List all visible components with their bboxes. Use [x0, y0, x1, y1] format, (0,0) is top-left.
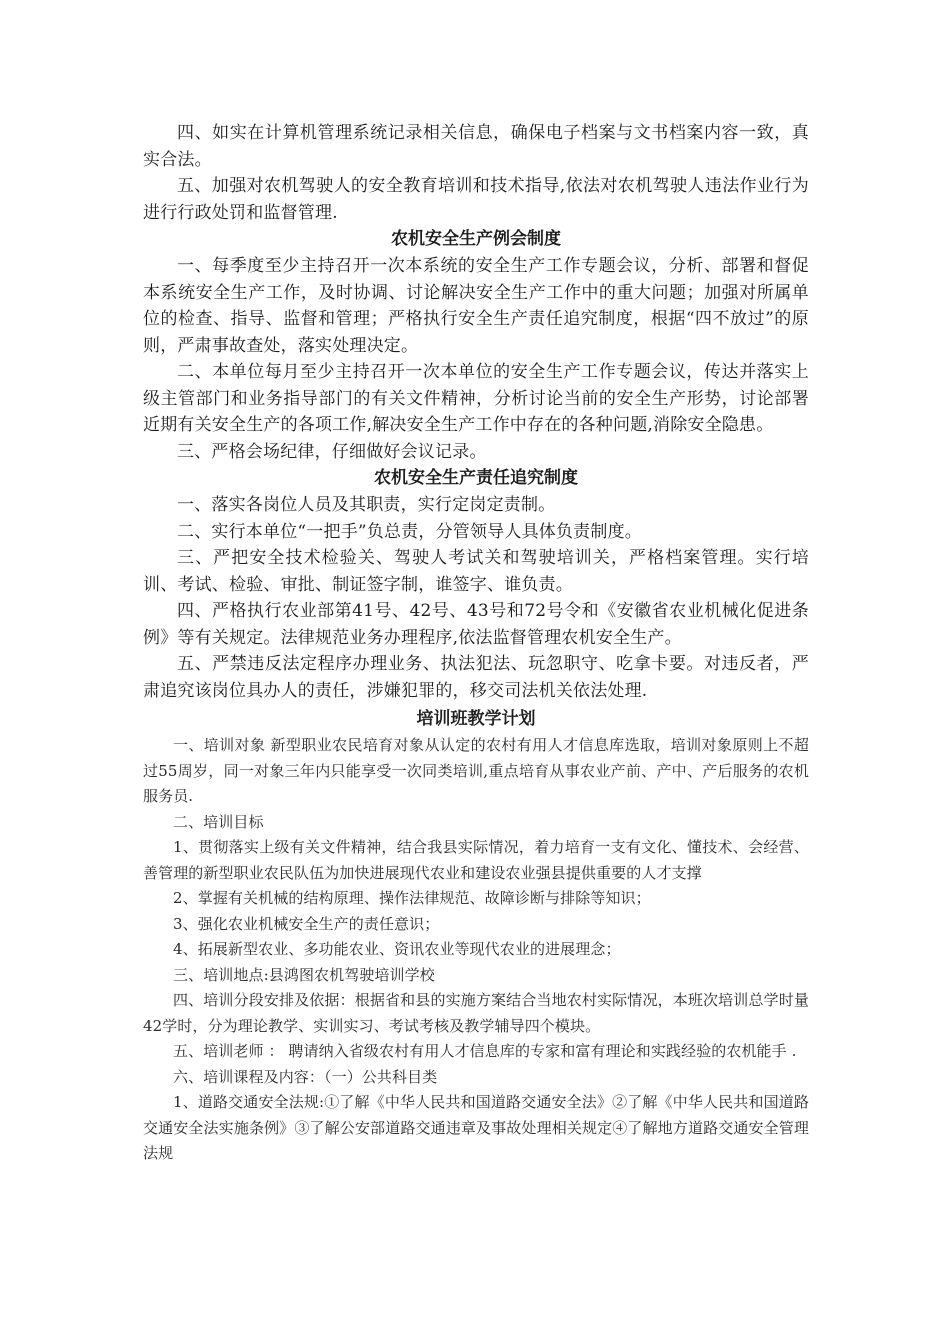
training-paragraph-7: 三、培训地点:县鸿图农机驾驶培训学校 [173, 965, 435, 984]
section-title-safety-meeting: 农机安全生产例会制度 [391, 229, 561, 249]
training-paragraph-4: 2、掌握有关机械的结构原理、操作法律规范、故障诊断与排除等知识； [173, 889, 651, 907]
meeting-paragraph-1: 一、每季度至少主持召开一次本系统的安全生产工作专题会议，分析、部署和督促本系统安全生产工作，及时协调、讨论解决安全生产工作中的重大问题；加强对所属单位的检查、指导、监督和管理；严格执行安全生产责任追究制度，根据“四不放过”的原则，严肃事故查处，落实处理决定。 [143, 256, 809, 356]
training-paragraph-10: 六、培训课程及内容：（一）公共科目类 [173, 1067, 438, 1086]
accountability-paragraph-4: 四、严格执行农业部第41号、42号、43号和72号令和《安徽省农业机械化促进条例》等有关规定。法律规范业务办理程序,依法监督管理农机安全生产。 [143, 601, 809, 648]
accountability-paragraph-1: 一、落实各岗位人员及其职责，实行定岗定责制。 [177, 495, 556, 515]
document-page [143, 120, 809, 1167]
section-title-training-plan: 培训班教学计划 [416, 709, 536, 729]
training-paragraph-9: 五、培训老师 ： 聘请纳入省级农村有用人才信息库的专家和富有理论和实践经验的农机能手 . [173, 1042, 797, 1060]
training-paragraph-11: 1、道路交通安全法规:①了解《中华人民共和国道路交通安全法》②了解《中华人民共和国道路交通安全法实施条例》③了解公安部道路交通违章及事故处理相关规定④了解地方道路交通安全管理法规 [143, 1093, 809, 1162]
intro-paragraph-5: 五、加强对农机驾驶人的安全教育培训和技术指导,依法对农机驾驶人违法作业行为进行行政处罚和监督管理. [143, 176, 809, 223]
accountability-paragraph-5: 五、严禁违反法定程序办理业务、执法犯法、玩忽职守、吃拿卡要。对违反者，严肃追究该岗位具办人的责任，涉嫌犯罪的，移交司法机关依法处理. [143, 654, 809, 701]
intro-paragraph-4: 四、如实在计算机管理系统记录相关信息，确保电子档案与文书档案内容一致，真实合法。 [143, 123, 809, 170]
accountability-paragraph-3: 三、严把安全技术检验关、驾驶人考试关和驾驶培训关，严格档案管理。实行培训、考试、检验、审批、制证签字制，谁签字、谁负责。 [143, 548, 809, 595]
training-paragraph-5: 3、强化农业机械安全生产的责任意识； [173, 914, 440, 933]
section-title-accountability: 农机安全生产责任追究制度 [374, 468, 578, 488]
training-paragraph-2: 二、培训目标 [173, 812, 264, 831]
training-paragraph-6: 4、拓展新型农业、多功能农业、资讯农业等现代农业的进展理念； [173, 940, 621, 958]
meeting-paragraph-2: 二、本单位每月至少主持召开一次本单位的安全生产工作专题会议，传达并落实上级主管部门和业务指导部门的有关文件精神，分析讨论当前的安全生产形势，讨论部署近期有关安全生产的各项工作,解决安全生产工作中存在的各种问题,消除安全隐患。 [143, 362, 809, 435]
accountability-paragraph-2: 二、实行本单位“一把手”负总责，分管领导人具体负责制度。 [177, 521, 642, 542]
meeting-paragraph-3: 三、严格会场纪律，仔细做好会议记录。 [177, 441, 487, 462]
training-paragraph-8: 四、培训分段安排及依据：根据省和县的实施方案结合当地农村实际情况，本班次培训总学时量42学时，分为理论教学、实训实习、考试考核及教学辅导四个模块。 [143, 991, 809, 1035]
training-paragraph-1: 一、培训对象 新型职业农民培育对象从认定的农村有用人才信息库选取，培训对象原则上不超过55周岁，同一对象三年内只能享受一次同类培训,重点培育从事农业产前、产中、产后服务的农机服务员. [143, 736, 809, 805]
training-paragraph-3: 1、贯彻落实上级有关文件精神，结合我县实际情况，着力培育一支有文化、懂技术、会经营、善管理的新型职业农民队伍为加快进展现代农业和建设农业强县提供重要的人才支撑 [143, 838, 809, 882]
